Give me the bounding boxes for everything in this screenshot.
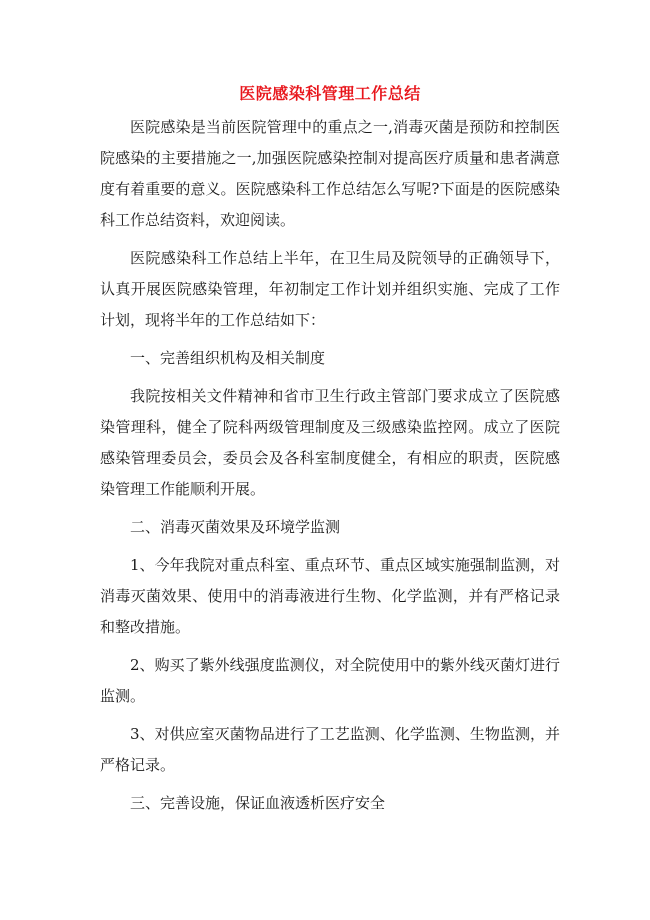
section-heading-organization: 一、完善组织机构及相关制度	[130, 349, 326, 367]
disinfection-item-1: 1、今年我院对重点科室、重点环节、重点区域实施强制监测，对消毒灭菌效果、使用中的消毒液进行生物、化学监测，并有严格记录和整改措施。	[100, 556, 560, 636]
disinfection-item-2: 2、购买了紫外线强度监测仪，对全院使用中的紫外线灭菌灯进行监测。	[100, 656, 560, 705]
section-heading-facilities: 三、完善设施，保证血液透析医疗安全	[130, 794, 386, 812]
intro-paragraph: 医院感染是当前医院管理中的重点之一,消毒灭菌是预防和控制医院感染的主要措施之一,加强医院感染控制对提高医疗质量和患者满意度有着重要的意义。医院感染科工作总结怎么写呢?下面是的医院感染科工作总结资料，欢迎阅读。	[100, 118, 560, 229]
summary-intro-paragraph: 医院感染科工作总结上半年，在卫生局及院领导的正确领导下，认真开展医院感染管理，年初制定工作计划并组织实施、完成了工作计划，现将半年的工作总结如下：	[100, 249, 560, 329]
disinfection-item-3: 3、对供应室灭菌物品进行了工艺监测、化学监测、生物监测，并严格记录。	[100, 725, 560, 774]
organization-paragraph: 我院按相关文件精神和省市卫生行政主管部门要求成立了医院感染管理科，健全了院科两级管理制度及三级感染监控网。成立了医院感染管理委员会，委员会及各科室制度健全，有相应的职责，医院感染管理工作能顺利开展。	[100, 387, 560, 498]
section-heading-disinfection: 二、消毒灭菌效果及环境学监测	[130, 518, 341, 536]
document-title: 医院感染科管理工作总结	[239, 84, 421, 103]
document-page	[100, 82, 560, 826]
